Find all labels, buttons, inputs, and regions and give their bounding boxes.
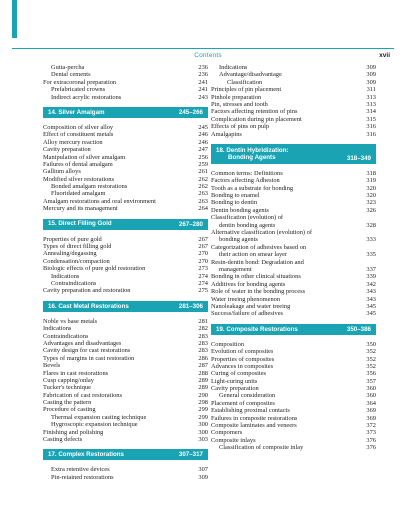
toc-entry[interactable] bbox=[211, 348, 376, 355]
toc-entry-page: 316 bbox=[366, 130, 376, 138]
toc-entry-page: 320 bbox=[366, 192, 376, 200]
toc-entry[interactable] bbox=[43, 64, 208, 71]
toc-entry-page: 299 bbox=[198, 413, 208, 421]
running-title: Contents bbox=[194, 52, 222, 59]
toc-entry[interactable] bbox=[211, 222, 376, 229]
toc-entry-page: 326 bbox=[366, 206, 376, 214]
toc-entry-page: 345 bbox=[366, 302, 376, 310]
toc-entry[interactable] bbox=[211, 422, 376, 429]
toc-entry-page: 281 bbox=[198, 317, 208, 325]
toc-entry-title: Contraindications bbox=[51, 279, 97, 287]
page-number: xvii bbox=[379, 52, 390, 59]
toc-entry-page: 241 bbox=[198, 78, 208, 86]
toc-entry-title: Properties of pure gold bbox=[43, 235, 102, 243]
toc-entry-page: 247 bbox=[198, 146, 208, 154]
toc-entry[interactable] bbox=[43, 243, 208, 250]
toc-entry-page: 373 bbox=[366, 429, 376, 437]
toc-entry-title: General consideration bbox=[219, 392, 276, 400]
toc-entry[interactable] bbox=[211, 310, 376, 317]
toc-entry[interactable] bbox=[43, 131, 208, 138]
toc-entry[interactable] bbox=[43, 154, 208, 161]
toc-entry-title: Modified silver restorations bbox=[43, 175, 114, 183]
toc-entry-page: 262 bbox=[198, 183, 208, 191]
toc-entry[interactable] bbox=[43, 146, 208, 153]
toc-entry-page: 299 bbox=[198, 406, 208, 414]
toc-entry[interactable] bbox=[43, 287, 208, 294]
toc-entry-title: Amalgam restorations and oral environment bbox=[43, 197, 156, 205]
toc-entry-title: Indications bbox=[51, 272, 80, 280]
toc-entry-page: 309 bbox=[366, 71, 376, 79]
toc-entry[interactable] bbox=[43, 190, 208, 197]
toc-entry-title: Bonding to enamel bbox=[211, 192, 260, 200]
toc-entry-title: management bbox=[219, 265, 252, 273]
chapter-title-line: 18. Dentin Hybridization: bbox=[216, 146, 289, 154]
toc-entry-title: Dentin bonding agents bbox=[211, 206, 269, 214]
toc-entry-page: 372 bbox=[366, 422, 376, 430]
toc-entry-title: Effect of constituent metals bbox=[43, 131, 114, 139]
chapter-page-range: 307–317 bbox=[178, 451, 203, 459]
toc-entry-page: 360 bbox=[366, 392, 376, 400]
toc-entry[interactable] bbox=[211, 236, 376, 243]
toc-entry[interactable] bbox=[43, 161, 208, 168]
toc-entry-title: Types of direct filling gold bbox=[43, 243, 112, 251]
toc-entry[interactable] bbox=[211, 131, 376, 138]
toc-entry[interactable] bbox=[43, 399, 208, 406]
toc-entry-page: 360 bbox=[366, 385, 376, 393]
toc-entry-title: Procedure of casting bbox=[43, 406, 96, 414]
toc-entry-page: 313 bbox=[366, 93, 376, 101]
toc-entry[interactable] bbox=[43, 176, 208, 183]
toc-entry[interactable] bbox=[43, 273, 208, 280]
toc-entry[interactable] bbox=[211, 192, 376, 199]
toc-entry[interactable] bbox=[43, 362, 208, 369]
toc-entry[interactable] bbox=[211, 407, 376, 414]
toc-entry-title: Flares in cast restorations bbox=[43, 369, 109, 377]
toc-entry-title: Classification (evolution) of bbox=[211, 214, 284, 222]
toc-entry-page bbox=[372, 214, 376, 221]
toc-entry-title: Cavity design for cast restorations bbox=[43, 347, 131, 355]
toc-entry-title: Success/failure of adhesives bbox=[211, 310, 284, 318]
toc-entry-title: Failures in composite restorations bbox=[211, 414, 298, 422]
toc-entry-page: 314 bbox=[366, 108, 376, 116]
toc-entry-page: 352 bbox=[366, 355, 376, 363]
toc-entry-page: 274 bbox=[198, 279, 208, 287]
toc-entry-title: Noble vs base metals bbox=[43, 317, 98, 325]
toc-entry-page: 350 bbox=[366, 340, 376, 348]
toc-entry[interactable] bbox=[43, 71, 208, 78]
toc-entry-title: Light-curing units bbox=[211, 377, 258, 385]
toc-entry-title: Pin, stresses and tooth bbox=[211, 100, 268, 108]
toc-entry-page: 313 bbox=[366, 100, 376, 108]
chapter-page-range: 245–266 bbox=[178, 108, 203, 116]
toc-entry-page: 307 bbox=[198, 466, 208, 474]
chapter-heading[interactable] bbox=[43, 449, 208, 460]
toc-entry[interactable] bbox=[211, 288, 376, 295]
toc-left-column bbox=[43, 64, 208, 481]
toc-entry-title: Prefabricated crowns bbox=[51, 86, 106, 94]
toc-entry-page: 357 bbox=[366, 377, 376, 385]
toc-entry-page: 256 bbox=[198, 153, 208, 161]
chapter-title: 16. Cast Metal Restorations bbox=[48, 302, 129, 310]
toc-entry[interactable] bbox=[43, 377, 208, 384]
toc-entry[interactable] bbox=[43, 406, 208, 413]
toc-entry-title: Composite laminates and veneers bbox=[211, 422, 297, 430]
toc-entry[interactable] bbox=[211, 281, 376, 288]
toc-entry[interactable] bbox=[211, 303, 376, 310]
toc-entry-page: 275 bbox=[198, 287, 208, 295]
toc-entry-title: their action on smear layer bbox=[219, 251, 288, 259]
toc-entry-title: Placement of composites bbox=[211, 399, 275, 407]
toc-entry-title: Factors affecting retention of pins bbox=[211, 108, 298, 116]
toc-entry-title: For extracoronal preparation bbox=[43, 78, 117, 86]
toc-entry-title: Advantages and disadvantages bbox=[43, 339, 122, 347]
toc-entry-title: Mercury and its management bbox=[43, 205, 118, 213]
toc-entry[interactable] bbox=[211, 370, 376, 377]
toc-entry-title: Bonding to dentin bbox=[211, 199, 258, 207]
toc-entry[interactable] bbox=[43, 392, 208, 399]
toc-entry-page: 267 bbox=[198, 243, 208, 251]
toc-entry-page: 286 bbox=[198, 354, 208, 362]
toc-entry-title: Alternative classification (evolution) of bbox=[211, 229, 312, 237]
toc-entry[interactable] bbox=[211, 108, 376, 115]
toc-entry-title: Bonded amalgam restorations bbox=[51, 183, 128, 191]
chapter-heading[interactable] bbox=[43, 301, 208, 312]
toc-entry-page: 376 bbox=[366, 444, 376, 452]
toc-entry-page: 300 bbox=[198, 428, 208, 436]
toc-entry-page: 283 bbox=[198, 332, 208, 340]
toc-entry[interactable] bbox=[211, 444, 376, 451]
toc-entry-page: 343 bbox=[366, 288, 376, 296]
toc-entry-page: 245 bbox=[198, 123, 208, 131]
toc-entry-title: Composition of silver alloy bbox=[43, 123, 114, 131]
toc-entry-title: Composition bbox=[211, 340, 245, 348]
toc-entry-page: 290 bbox=[198, 391, 208, 399]
toc-entry-title: Annealing/degassing bbox=[43, 250, 97, 258]
toc-entry-title: bonding agents bbox=[219, 236, 258, 244]
toc-entry[interactable] bbox=[211, 94, 376, 101]
toc-entry[interactable] bbox=[211, 266, 376, 273]
toc-entry[interactable] bbox=[211, 437, 376, 444]
toc-entry-page: 343 bbox=[366, 295, 376, 303]
toc-entry-page: 274 bbox=[198, 272, 208, 280]
toc-entry[interactable] bbox=[43, 333, 208, 340]
toc-entry-title: Bevels bbox=[43, 362, 61, 370]
toc-entry-title: Alloy mercury reaction bbox=[43, 138, 103, 146]
toc-entry[interactable] bbox=[211, 385, 376, 392]
toc-entry-title: Manipulation of silver amalgam bbox=[43, 153, 126, 161]
chapter-heading[interactable] bbox=[43, 219, 208, 230]
toc-entry-page: 287 bbox=[198, 362, 208, 370]
toc-entry-page: 261 bbox=[198, 168, 208, 176]
chapter-page-range: 267–280 bbox=[178, 220, 203, 228]
toc-entry-title: Casting defects bbox=[43, 436, 83, 444]
toc-entry[interactable] bbox=[211, 71, 376, 78]
toc-entry[interactable] bbox=[43, 421, 208, 428]
toc-entry-page: 300 bbox=[198, 421, 208, 429]
toc-entry-title: Effects of pins on pulp bbox=[211, 123, 270, 131]
chapter-title bbox=[216, 147, 289, 162]
toc-entry[interactable] bbox=[43, 370, 208, 377]
toc-entry-page: 241 bbox=[198, 86, 208, 94]
toc-entry-title: dentin bonding agents bbox=[219, 221, 276, 229]
toc-entry[interactable] bbox=[43, 347, 208, 354]
toc-entry-page: 342 bbox=[366, 280, 376, 288]
toc-entry[interactable] bbox=[211, 429, 376, 436]
toc-entry-title: Resin-dentin bond: Degradation and bbox=[211, 258, 304, 266]
toc-entry-page: 335 bbox=[366, 251, 376, 259]
chapter-heading[interactable] bbox=[211, 324, 376, 335]
toc-entry-title: Cavity preparation bbox=[43, 146, 91, 154]
toc-entry[interactable] bbox=[211, 177, 376, 184]
toc-entry[interactable] bbox=[211, 341, 376, 348]
toc-entry[interactable] bbox=[211, 415, 376, 422]
toc-entry-title: Extra retentive devices bbox=[51, 466, 110, 474]
toc-entry[interactable] bbox=[43, 429, 208, 436]
toc-entry-page: 319 bbox=[366, 177, 376, 185]
toc-entry-title: Evolution of composites bbox=[211, 348, 274, 356]
toc-entry-page: 333 bbox=[366, 236, 376, 244]
toc-entry-page: 369 bbox=[366, 414, 376, 422]
toc-right-column bbox=[211, 64, 376, 452]
toc-entry-page: 288 bbox=[198, 369, 208, 377]
toc-entry-page: 259 bbox=[198, 160, 208, 168]
toc-entry[interactable] bbox=[211, 400, 376, 407]
toc-entry[interactable] bbox=[211, 273, 376, 280]
toc-entry-page: 376 bbox=[366, 436, 376, 444]
toc-entry-page: 264 bbox=[198, 205, 208, 213]
toc-entry[interactable] bbox=[43, 139, 208, 146]
toc-entry[interactable] bbox=[211, 123, 376, 130]
toc-entry-title: Compomers bbox=[211, 429, 243, 437]
toc-entry-page bbox=[372, 244, 376, 251]
toc-entry-page: 270 bbox=[198, 250, 208, 258]
toc-entry[interactable] bbox=[211, 296, 376, 303]
toc-entry-title: Classification bbox=[227, 78, 263, 86]
toc-entry[interactable] bbox=[43, 340, 208, 347]
toc-entry[interactable] bbox=[211, 356, 376, 363]
toc-entry[interactable] bbox=[43, 198, 208, 205]
toc-entry[interactable] bbox=[211, 199, 376, 206]
toc-entry-page: 267 bbox=[198, 235, 208, 243]
toc-entry-page: 369 bbox=[366, 407, 376, 415]
toc-entry-title: Thermal expansion casting technique bbox=[51, 413, 147, 421]
chapter-page-range: 350–386 bbox=[346, 325, 371, 333]
toc-entry-title: Gallium alloys bbox=[43, 168, 81, 176]
chapter-title: 19. Composite Restorations bbox=[216, 325, 298, 333]
toc-entry[interactable] bbox=[43, 236, 208, 243]
toc-entry-title: Additives for bonding agents bbox=[211, 280, 286, 288]
toc-entry-title: Bonding in other clinical situations bbox=[211, 273, 301, 281]
toc-entry-page: 315 bbox=[366, 115, 376, 123]
header-rule bbox=[12, 48, 394, 49]
toc-entry-title: Fluoridated amalgam bbox=[51, 190, 106, 198]
toc-entry-title: Amalgapins bbox=[211, 130, 242, 138]
toc-entry-page bbox=[372, 259, 376, 266]
toc-entry-title: Types of margins in cast restoration bbox=[43, 354, 135, 362]
toc-entry[interactable] bbox=[43, 250, 208, 257]
chapter-title: 17. Complex Restorations bbox=[48, 451, 124, 459]
toc-entry[interactable] bbox=[43, 280, 208, 287]
toc-entry-title: Biologic effects of pure gold restoration bbox=[43, 265, 146, 273]
toc-entry-page: 303 bbox=[198, 436, 208, 444]
toc-entry-title: Finishing and polishing bbox=[43, 428, 104, 436]
toc-entry-page: 318 bbox=[366, 169, 376, 177]
toc-entry-title: Complication during pin placement bbox=[211, 115, 302, 123]
toc-entry[interactable] bbox=[43, 86, 208, 93]
toc-entry-page: 273 bbox=[198, 265, 208, 273]
toc-entry[interactable] bbox=[211, 259, 376, 266]
toc-entry-page: 352 bbox=[366, 348, 376, 356]
toc-entry-page: 311 bbox=[366, 86, 376, 94]
toc-entry[interactable] bbox=[43, 466, 208, 473]
toc-entry-title: Tucker's technique bbox=[43, 384, 91, 392]
toc-entry-title: Curing of composites bbox=[211, 370, 267, 378]
toc-entry[interactable] bbox=[211, 101, 376, 108]
toc-entry-page: 262 bbox=[198, 175, 208, 183]
toc-entry-title: Indications bbox=[219, 64, 248, 71]
toc-entry[interactable] bbox=[211, 244, 376, 251]
toc-entry-title: Gutta-percha bbox=[51, 64, 85, 71]
toc-entry[interactable] bbox=[43, 474, 208, 481]
toc-entry-page bbox=[372, 229, 376, 236]
toc-entry-page: 236 bbox=[198, 64, 208, 71]
toc-entry-page: 323 bbox=[366, 199, 376, 207]
header-accent-bar bbox=[12, 0, 17, 38]
toc-entry[interactable] bbox=[211, 64, 376, 71]
toc-entry-title: Contraindications bbox=[43, 332, 89, 340]
chapter-title-line: Bonding Agents bbox=[228, 153, 276, 161]
toc-entry-page: 356 bbox=[366, 370, 376, 378]
toc-entry-title: Cavity preparation bbox=[211, 385, 259, 393]
toc-entry-title: Water treeing phenomenon bbox=[211, 295, 281, 303]
toc-entry-page: 246 bbox=[198, 138, 208, 146]
toc-entry-title: Properties of composites bbox=[211, 355, 275, 363]
toc-entry[interactable] bbox=[211, 229, 376, 236]
toc-entry-title: Pin-retained restorations bbox=[51, 473, 114, 481]
toc-entry-page: 283 bbox=[198, 339, 208, 347]
toc-entry-title: Indications bbox=[43, 325, 72, 333]
toc-entry[interactable] bbox=[43, 205, 208, 212]
toc-entry-page: 236 bbox=[198, 71, 208, 79]
toc-entry[interactable] bbox=[43, 258, 208, 265]
toc-entry-page: 309 bbox=[366, 64, 376, 71]
toc-entry[interactable] bbox=[211, 185, 376, 192]
toc-entry[interactable] bbox=[211, 251, 376, 258]
toc-entry[interactable] bbox=[43, 355, 208, 362]
toc-entry[interactable] bbox=[43, 168, 208, 175]
toc-entry-page: 328 bbox=[366, 221, 376, 229]
toc-entry-page: 364 bbox=[366, 399, 376, 407]
toc-entry[interactable] bbox=[43, 325, 208, 332]
toc-entry-title: Hygroscopic expansion technique bbox=[51, 421, 138, 429]
toc-entry[interactable] bbox=[211, 79, 376, 86]
toc-entry-title: Indirect acrylic restorations bbox=[51, 93, 122, 101]
toc-entry[interactable] bbox=[43, 265, 208, 272]
toc-entry-page: 320 bbox=[366, 184, 376, 192]
toc-entry-title: Condensation/compaction bbox=[43, 257, 110, 265]
toc-entry-page: 246 bbox=[198, 131, 208, 139]
toc-entry-page: 289 bbox=[198, 376, 208, 384]
toc-entry-page: 309 bbox=[366, 78, 376, 86]
toc-entry[interactable] bbox=[43, 384, 208, 391]
toc-entry-title: Factors affecting Adhesion bbox=[211, 177, 280, 185]
toc-entry[interactable] bbox=[211, 86, 376, 93]
toc-entry-page: 339 bbox=[366, 273, 376, 281]
toc-entry-title: Pinhole preparation bbox=[211, 93, 262, 101]
toc-entry-title: Cavity preparation and restoration bbox=[43, 287, 131, 295]
toc-entry-title: Failures of dental amalgam bbox=[43, 160, 113, 168]
toc-entry-title: Advantage/disadvantage bbox=[219, 71, 282, 79]
toc-entry[interactable] bbox=[211, 214, 376, 221]
toc-entry-page: 337 bbox=[366, 265, 376, 273]
toc-entry-title: Establishing proximal contacts bbox=[211, 407, 290, 415]
toc-entry-page: 263 bbox=[198, 197, 208, 205]
toc-entry-page: 298 bbox=[198, 399, 208, 407]
toc-entry[interactable] bbox=[43, 414, 208, 421]
toc-entry[interactable] bbox=[43, 183, 208, 190]
toc-entry[interactable] bbox=[43, 124, 208, 131]
toc-entry[interactable] bbox=[211, 392, 376, 399]
toc-entry-page: 263 bbox=[198, 190, 208, 198]
toc-entry[interactable] bbox=[43, 79, 208, 86]
chapter-heading[interactable] bbox=[211, 144, 376, 164]
toc-entry-title: Dental cements bbox=[51, 71, 91, 79]
toc-entry-title: Classification of composite inlay bbox=[219, 444, 304, 452]
toc-entry[interactable] bbox=[211, 116, 376, 123]
chapter-page-range: 318–349 bbox=[346, 154, 371, 162]
toc-entry[interactable] bbox=[211, 207, 376, 214]
toc-entry-title: Principles of pin placement bbox=[211, 86, 282, 94]
toc-entry-page: 283 bbox=[198, 347, 208, 355]
chapter-page-range: 281–306 bbox=[178, 302, 203, 310]
toc-entry[interactable] bbox=[43, 436, 208, 443]
toc-entry-page: 345 bbox=[366, 310, 376, 318]
chapter-heading[interactable] bbox=[43, 107, 208, 118]
toc-entry-title: Nanoleakage and water treeing bbox=[211, 302, 291, 310]
toc-entry-page: 282 bbox=[198, 325, 208, 333]
toc-entry-title: Categorization of adhesives based on bbox=[211, 243, 307, 251]
toc-entry[interactable] bbox=[211, 378, 376, 385]
toc-entry-title: Casting the pattern bbox=[43, 399, 92, 407]
chapter-title: 14. Silver Amalgam bbox=[48, 108, 105, 116]
toc-entry-title: Composite inlays bbox=[211, 436, 256, 444]
toc-entry-title: Advances in composites bbox=[211, 362, 274, 370]
toc-entry-title: Role of water in the bonding process bbox=[211, 288, 306, 296]
toc-entry-page: 270 bbox=[198, 257, 208, 265]
toc-entry-title: Common terms: Definitions bbox=[211, 169, 283, 177]
toc-entry-page: 309 bbox=[198, 473, 208, 481]
chapter-title: 15. Direct Filling Gold bbox=[48, 220, 112, 228]
toc-entry[interactable] bbox=[43, 94, 208, 101]
toc-entry-title: Tooth as a substrate for bonding bbox=[211, 184, 294, 192]
toc-entry-page: 352 bbox=[366, 362, 376, 370]
toc-entry-page: 243 bbox=[198, 93, 208, 101]
toc-entry-title: Fabrication of cast restorations bbox=[43, 391, 122, 399]
toc-entry-title: Cusp capping/onlay bbox=[43, 376, 94, 384]
toc-entry[interactable] bbox=[211, 170, 376, 177]
toc-entry[interactable] bbox=[211, 363, 376, 370]
toc-entry-page: 316 bbox=[366, 123, 376, 131]
toc-entry-page: 289 bbox=[198, 384, 208, 392]
toc-entry[interactable] bbox=[43, 318, 208, 325]
